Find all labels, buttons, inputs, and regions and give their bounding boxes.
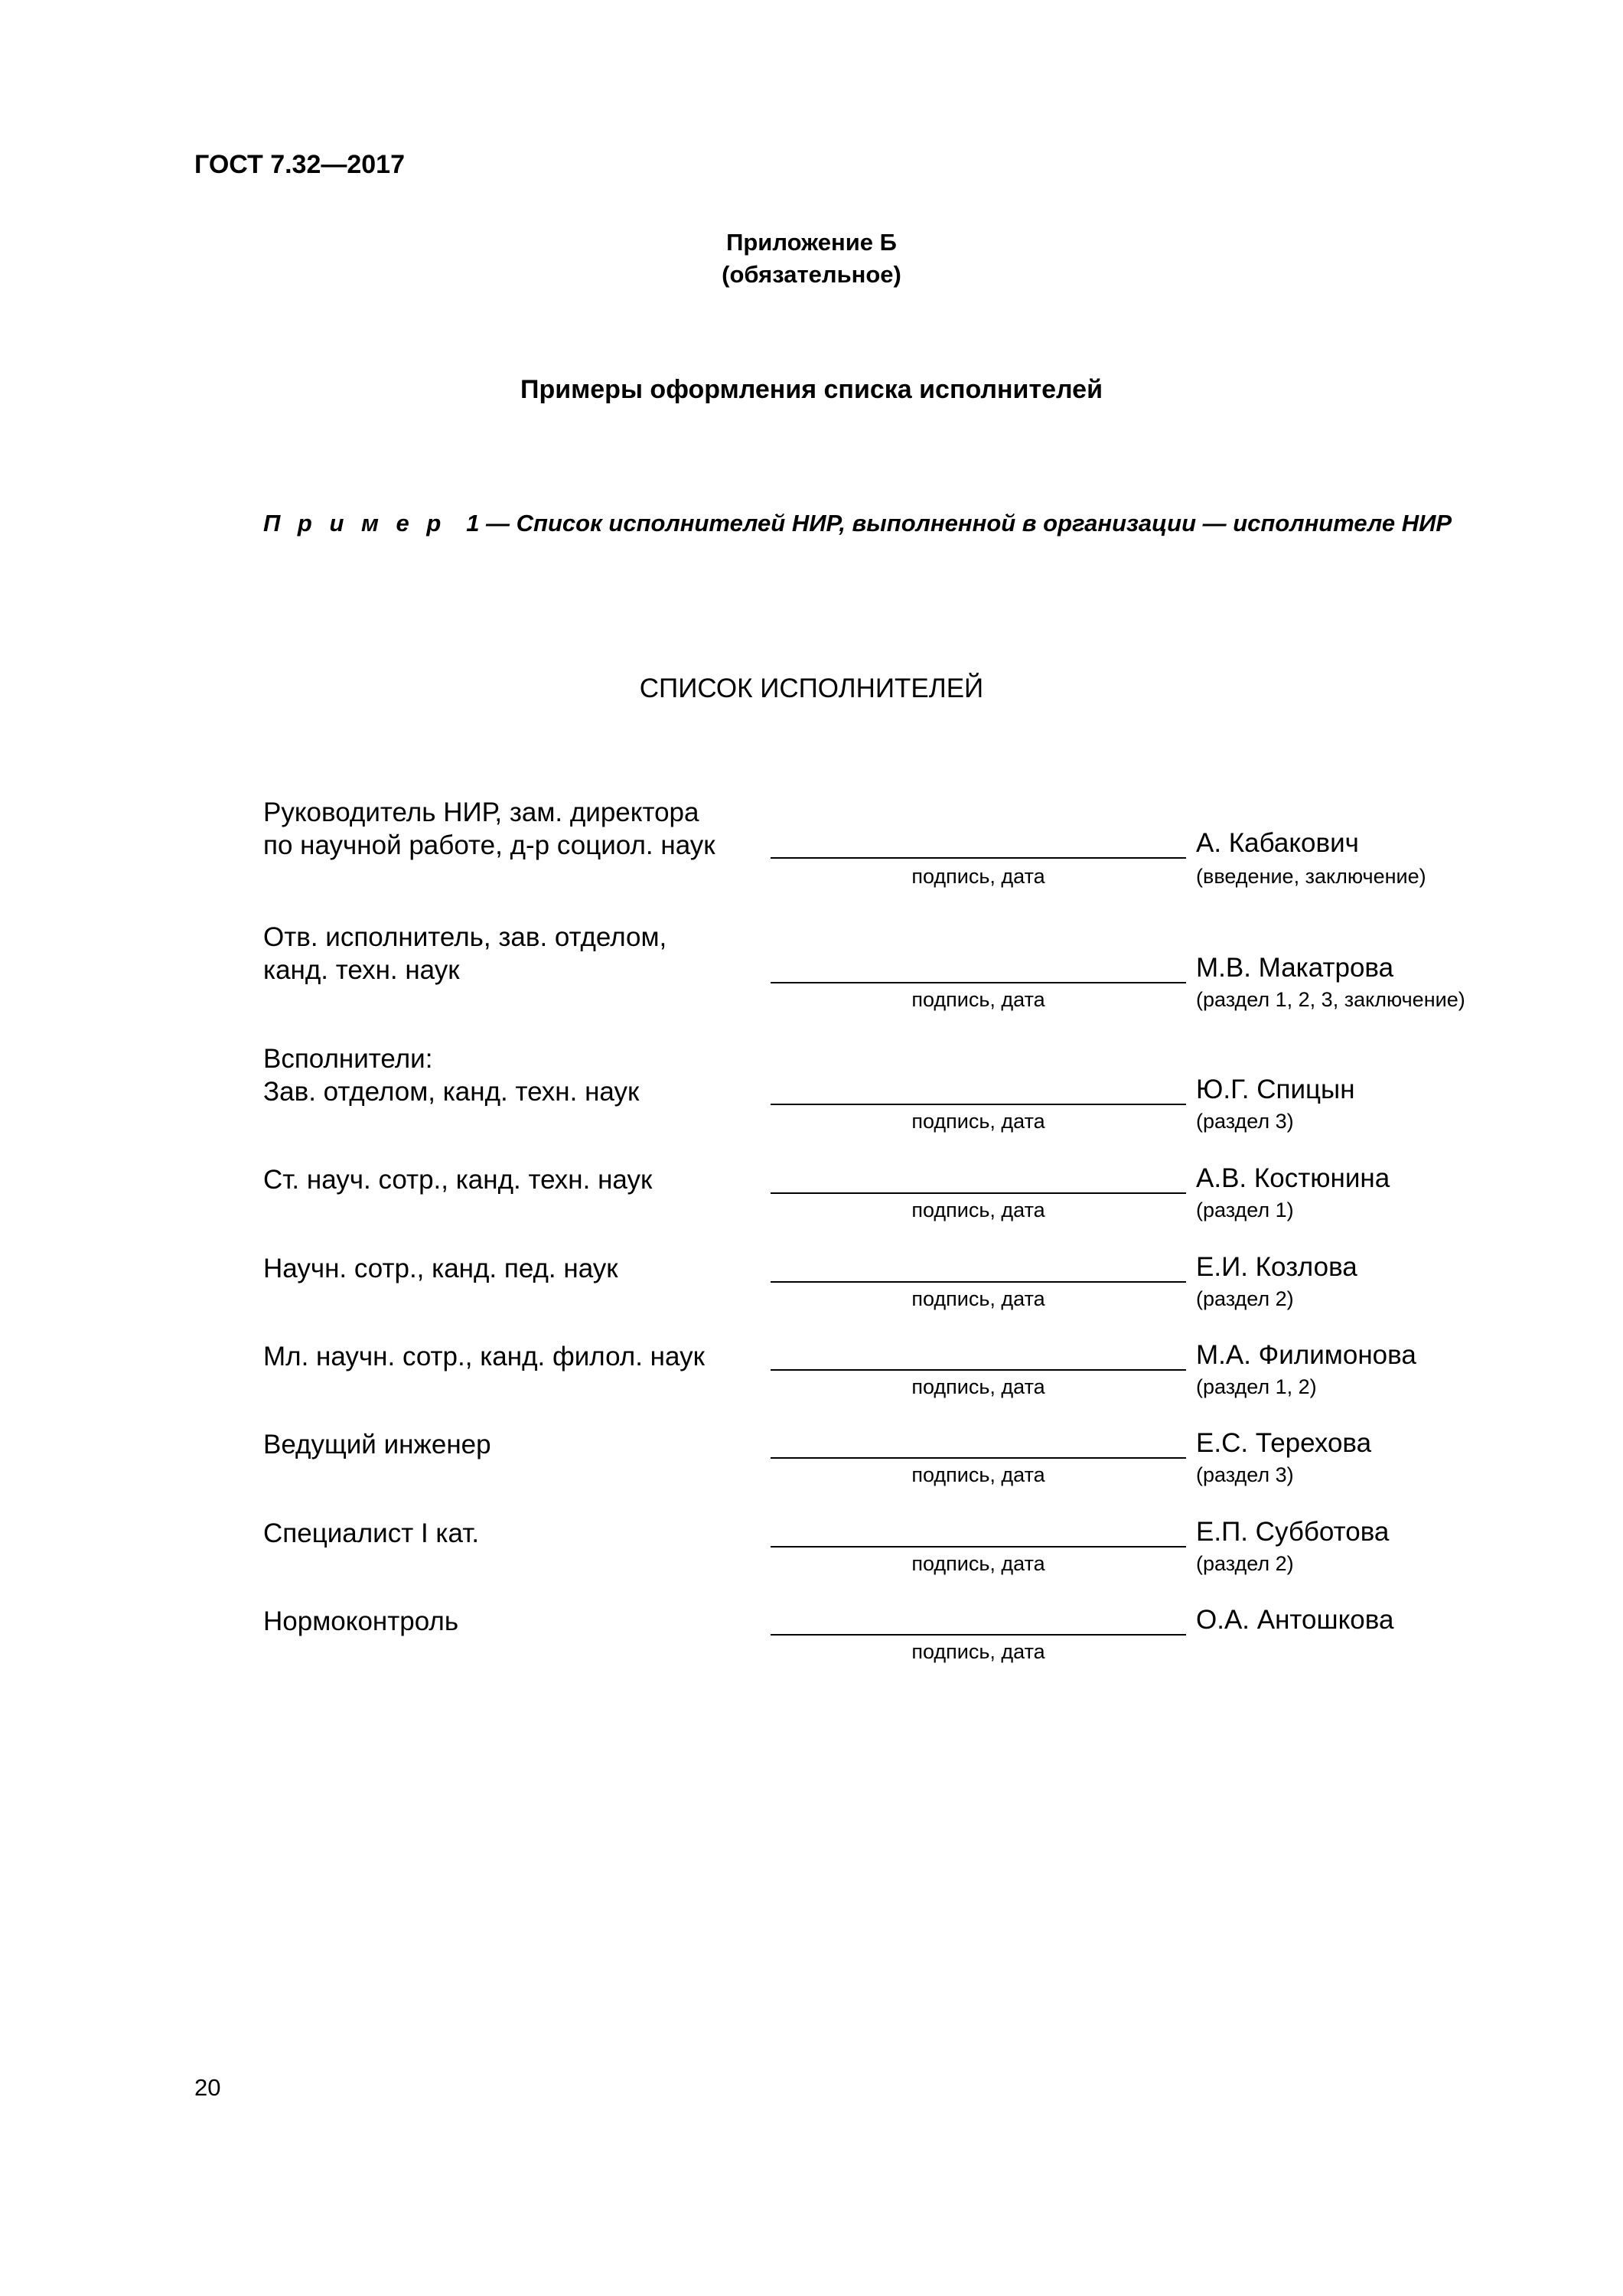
performer-scope: (раздел 1) [1196, 1199, 1294, 1221]
performer-name: М.В. Макатрова [1196, 953, 1394, 983]
performer-name: Е.И. Козлова [1196, 1252, 1357, 1282]
signature-caption: подпись, дата [911, 988, 1045, 1011]
signature-caption: подпись, дата [911, 1199, 1045, 1221]
signature-line[interactable] [771, 1104, 1186, 1105]
performer-name: О.А. Антошкова [1196, 1605, 1394, 1635]
performer-name: М.А. Филимонова [1196, 1340, 1416, 1370]
appendix-label: Приложение Б [726, 229, 897, 256]
signature-caption: подпись, дата [911, 865, 1045, 888]
example-prefix: П р и м е р [263, 510, 447, 536]
performer-name: Ю.Г. Спицын [1196, 1075, 1355, 1104]
performer-name: А.В. Костюнина [1196, 1163, 1390, 1193]
signature-line[interactable] [771, 1369, 1186, 1371]
performer-scope: (введение, заключение) [1196, 865, 1426, 888]
performer-role [263, 1042, 639, 1108]
signature-caption: подпись, дата [911, 1375, 1045, 1398]
role-line: Нормоконтроль [263, 1606, 459, 1636]
signature-line[interactable] [771, 1457, 1186, 1459]
performer-scope: (раздел 1, 2) [1196, 1375, 1317, 1398]
signature-line[interactable] [771, 982, 1186, 983]
performer-scope: (раздел 2) [1196, 1287, 1294, 1310]
performer-role [263, 1605, 458, 1638]
performer-scope: (раздел 1, 2, 3, заключение) [1196, 988, 1465, 1011]
signature-caption: подпись, дата [911, 1640, 1045, 1663]
signature-caption: подпись, дата [911, 1287, 1045, 1310]
role-line: Ведущий инженер [263, 1430, 491, 1459]
role-line: Отв. исполнитель, зав. отделом, [263, 922, 667, 952]
performer-scope: (раздел 2) [1196, 1552, 1294, 1575]
signature-line[interactable] [771, 1192, 1186, 1194]
signature-line[interactable] [771, 1634, 1186, 1636]
performer-name: Е.П. Субботова [1196, 1517, 1390, 1547]
role-line: канд. техн. наук [263, 955, 460, 985]
performer-role [263, 1163, 652, 1196]
example-text: 1 — Список исполнителей НИР, выполненной в организации — исполнителе НИР [466, 510, 1452, 536]
appendix-heading [0, 227, 1623, 291]
role-line: Всполнители: [263, 1044, 433, 1074]
performer-role [263, 1340, 705, 1373]
role-line: Зав. отделом, канд. техн. наук [263, 1077, 640, 1107]
signature-caption: подпись, дата [911, 1110, 1045, 1133]
list-heading: СПИСОК ИСПОЛНИТЕЛЕЙ [639, 673, 984, 703]
performer-name: А. Кабакович [1196, 828, 1359, 858]
page-number: 20 [194, 2074, 221, 2101]
performer-scope: (раздел 3) [1196, 1110, 1294, 1133]
performer-role [263, 1252, 618, 1285]
performer-role [263, 1517, 479, 1550]
role-line: Специалист I кат. [263, 1518, 480, 1548]
performer-role [263, 921, 666, 987]
signature-caption: подпись, дата [911, 1552, 1045, 1575]
document-code: ГОСТ 7.32—2017 [194, 150, 406, 179]
role-line: Мл. научн. сотр., канд. филол. наук [263, 1342, 705, 1371]
signature-caption: подпись, дата [911, 1463, 1045, 1486]
signature-line[interactable] [771, 1546, 1186, 1548]
role-line: Научн. сотр., канд. пед. наук [263, 1254, 618, 1283]
signature-line[interactable] [771, 857, 1186, 859]
role-line: Руководитель НИР, зам. директора [263, 797, 699, 827]
signature-line[interactable] [771, 1281, 1186, 1283]
performer-role [263, 796, 715, 862]
appendix-title: Примеры оформления списка исполнителей [520, 375, 1103, 404]
appendix-status: (обязательное) [722, 261, 901, 288]
role-line: Ст. науч. сотр., канд. техн. наук [263, 1165, 653, 1195]
performer-name: Е.С. Терехова [1196, 1428, 1372, 1458]
role-line: по научной работе, д-р социол. наук [263, 830, 715, 860]
performer-role [263, 1428, 491, 1461]
performer-scope: (раздел 3) [1196, 1463, 1294, 1486]
example-caption [263, 510, 1452, 537]
